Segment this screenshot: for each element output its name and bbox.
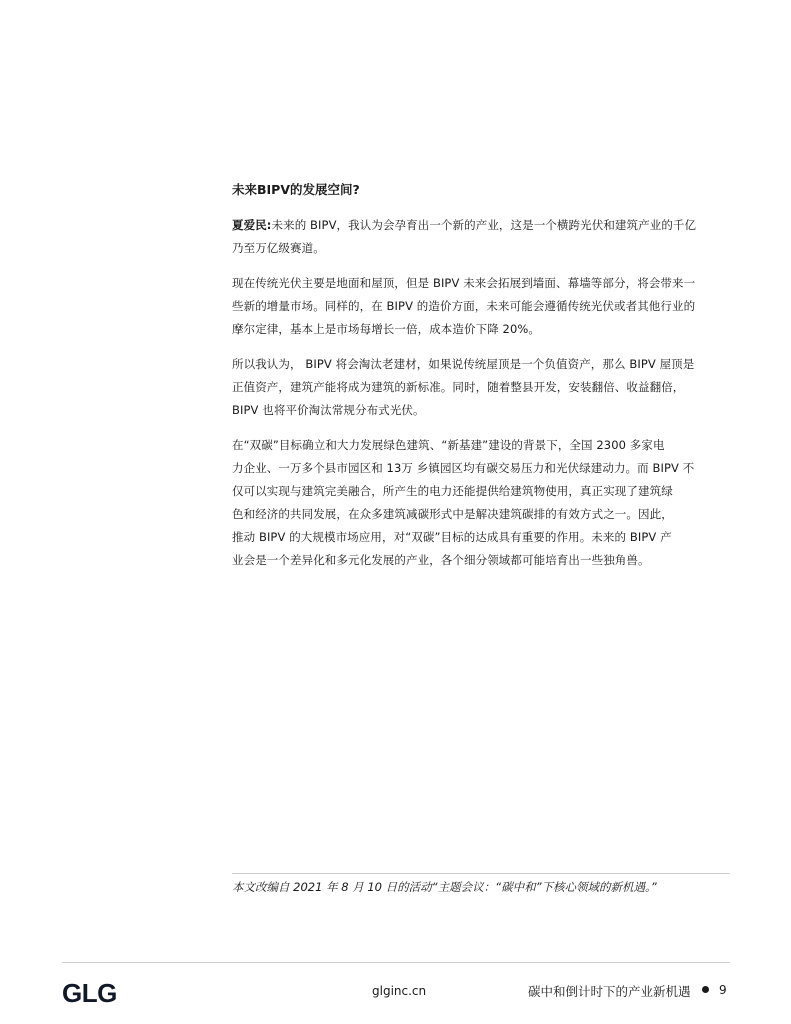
paragraph-line: 正值资产，建筑产能将成为建筑的新标准。同时，随着整县开发，安装翻倍、收益翻倍， xyxy=(232,380,685,394)
paragraph-line: 未来的 BIPV，我认为会孕育出一个新的产业，这是一个横跨光伏和建筑产业的千亿 xyxy=(271,218,697,232)
paragraph-line: 现在传统光伏主要是地面和屋顶，但是 BIPV 未来会拓展到墙面、幕墙等部分，将会带来一 xyxy=(232,276,696,290)
paragraph-line: 仅可以实现与建筑完美融合，所产生的电力还能提供给建筑物使用，真正实现了建筑绿 xyxy=(232,484,673,498)
paragraph-line: 推动 BIPV 的大规模市场应用，对“双碳”目标的达成具有重要的作用。未来的 BIPV 产 xyxy=(232,530,672,544)
paragraph-line: 力企业、一万多个县市园区和 13万 乡镇园区均有碳交易压力和光伏绿建动力。而 BIPV 不 xyxy=(232,461,695,475)
paragraph-line: BIPV 也将平价淘汰常规分布式光伏。 xyxy=(232,403,425,417)
glg-logo: GLG xyxy=(62,978,117,1008)
paragraph-line: 在“双碳”目标确立和大力发展绿色建筑、“新基建”建设的背景下，全国 2300 多家电 xyxy=(232,438,665,452)
source-note: 本文改编自 2021 年 8 月 10 日的活动“主题会议：“碳中和”下核心领域的新机遇。” xyxy=(232,880,657,894)
paragraph-line: 业会是一个差异化和多元化发展的产业，各个细分领域都可能培育出一些独角兽。 xyxy=(232,553,650,567)
paragraph-line: 所以我认为， BIPV 将会淘汰老建材，如果说传统屋顶是一个负值资产，那么 BIPV 屋顶是 xyxy=(232,357,695,371)
footer-document-title: 碳中和倒计时下的产业新机遇 xyxy=(528,984,691,999)
footer-divider xyxy=(62,962,730,963)
paragraph-3 xyxy=(232,353,728,422)
speaker-name: 夏爱民: xyxy=(232,218,272,232)
source-note-divider xyxy=(232,873,730,874)
paragraph-line: 色和经济的共同发展，在众多建筑减碳形式中是解决建筑碳排的有效方式之一。因此， xyxy=(232,507,673,521)
paragraph-2 xyxy=(232,272,728,341)
paragraph-line: 些新的增量市场。同样的，在 BIPV 的造价方面，未来可能会遵循传统光伏或者其他行业的 xyxy=(232,299,696,313)
section-heading: 未来BIPV的发展空间? xyxy=(232,182,360,197)
article-body xyxy=(232,180,728,584)
paragraph-4 xyxy=(232,434,728,572)
paragraph-1 xyxy=(232,214,728,260)
paragraph-line: 摩尔定律，基本上是市场每增长一倍，成本造价下降 20%。 xyxy=(232,322,541,336)
footer-website[interactable]: glginc.cn xyxy=(372,984,427,998)
paragraph-line: 乃至万亿级赛道。 xyxy=(232,241,325,255)
page-number: 9 xyxy=(719,983,727,997)
bullet-dot-icon xyxy=(702,986,709,993)
